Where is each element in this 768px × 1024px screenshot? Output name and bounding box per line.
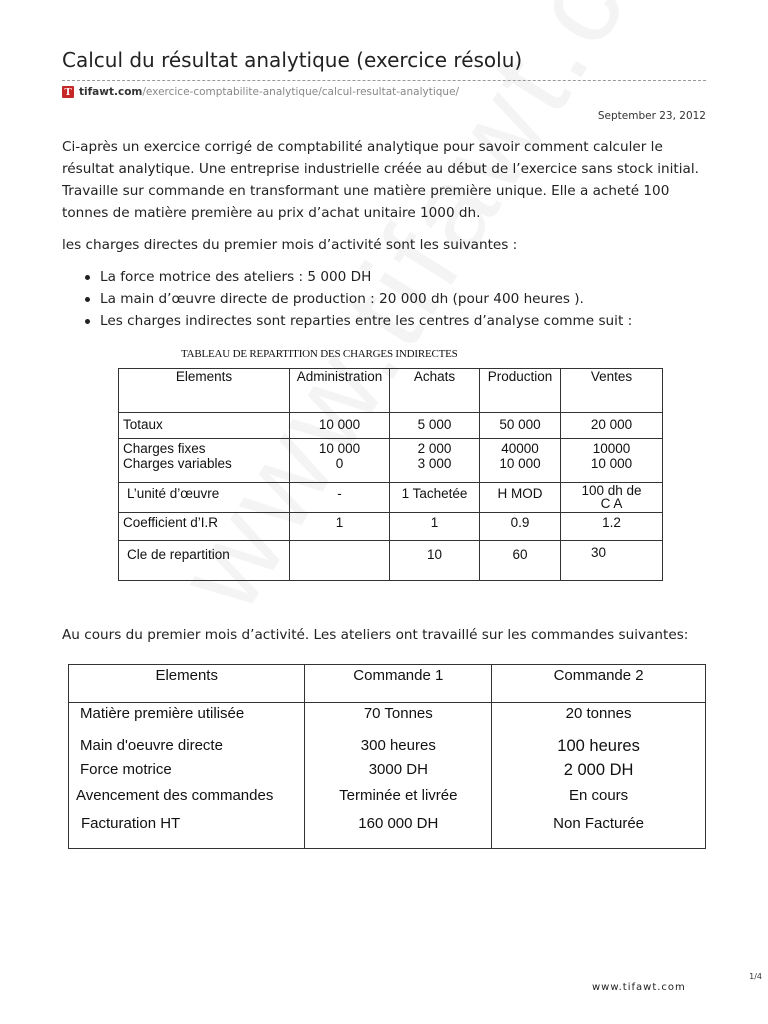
page-number: 1/4 (749, 972, 762, 981)
commande-2-column (492, 703, 706, 849)
cell-line: 10 000 (590, 456, 633, 471)
table-cell: 20 000 (561, 413, 663, 439)
table-cell: 1.2 (561, 513, 663, 541)
table-cell: 1 (390, 513, 480, 541)
cell-line: C A (600, 496, 623, 511)
table-cell (290, 439, 390, 483)
table-header-cell: Elements (119, 369, 290, 413)
table-cell: 0.9 (480, 513, 561, 541)
cell-line: 10 000 (318, 441, 361, 456)
table-header-cell: Achats (390, 369, 480, 413)
table-row (119, 439, 663, 483)
elements-column (69, 703, 305, 849)
intro-paragraph: Ci-après un exercice corrigé de comptabilité analytique pour savoir comment calculer le résultat analytique. Une entreprise industrielle créée au début de l’exercice sans stock initial. Travaille sur commande en transformant une matière première unique. Elle a acheté 100 tonnes de matière première au prix d’achat unitaire 1000 dh. (62, 139, 699, 221)
table-cell: Facturation HT (81, 815, 181, 832)
table-cell: 50 000 (480, 413, 561, 439)
cell-line: 0 (335, 456, 344, 471)
table-cell: H MOD (480, 483, 561, 513)
cell-line: Charges fixes (123, 441, 206, 456)
list-item: La main d’œuvre directe de production : 20 000 dh (pour 400 heures ). (62, 288, 632, 310)
indirect-charges-table (118, 368, 663, 581)
table-cell: Coefficient d’I.R (119, 513, 290, 541)
table-cell: 70 Tonnes (363, 705, 433, 722)
table1-caption: TABLEAU DE REPARTITION DES CHARGES INDIRECTES (181, 348, 458, 360)
table-cell: 5 000 (390, 413, 480, 439)
cell-line: 100 dh de (581, 483, 642, 498)
source-line (62, 86, 459, 98)
charges-intro-paragraph: les charges directes du premier mois d’activité sont les suivantes : (62, 237, 518, 253)
table-cell: Cle de repartition (119, 541, 290, 581)
footer-url: www.tifawt.com (592, 982, 686, 993)
table-row (119, 541, 663, 581)
table-cell: Main d'oeuvre directe (80, 737, 223, 754)
table-cell: 1 Tachetée (390, 483, 480, 513)
table-cell: En cours (568, 787, 629, 804)
table-cell: 10 000 (290, 413, 390, 439)
table-header-cell: Production (480, 369, 561, 413)
cell-line: 3 000 (417, 456, 452, 471)
page-title: Calcul du résultat analytique (exercice résolu) (62, 48, 523, 72)
table-header-cell: Commande 1 (305, 665, 492, 703)
table-cell (290, 541, 390, 581)
source-path-link[interactable]: /exercice-comptabilite-analytique/calcul-resultat-analytique/ (142, 86, 460, 98)
cell-line: Charges variables (123, 456, 232, 471)
table-header-row (69, 665, 706, 703)
table-cell: 300 heures (360, 737, 436, 754)
source-domain-link[interactable]: tifawt.com (79, 86, 143, 98)
cell-line: 2 000 (417, 441, 452, 456)
table-cell: 2 000 DH (563, 761, 634, 779)
table-cell: 60 (480, 541, 561, 581)
table-cell (390, 439, 480, 483)
table-cell: 160 000 DH (358, 815, 439, 832)
commande-1-column (305, 703, 492, 849)
list-item: Les charges indirectes sont reparties entre les centres d’analyse comme suit : (62, 310, 632, 332)
orders-table (68, 664, 706, 849)
table-cell: Matière première utilisée (80, 705, 245, 722)
table-row (69, 703, 706, 849)
table-cell: 1 (290, 513, 390, 541)
list-item: La force motrice des ateliers : 5 000 DH (62, 266, 632, 288)
cell-line: 40000 (501, 441, 539, 456)
table-cell: 30 (561, 541, 663, 581)
table-cell: 10 (390, 541, 480, 581)
table-cell (480, 439, 561, 483)
table-cell: 3000 DH (368, 761, 428, 778)
table-cell: 20 tonnes (565, 705, 632, 722)
table-cell: Totaux (119, 413, 290, 439)
table-cell: Force motrice (80, 761, 172, 778)
table-header-cell: Elements (69, 665, 305, 703)
title-divider (62, 80, 706, 81)
table-header-cell: Administration (290, 369, 390, 413)
table-cell: - (290, 483, 390, 513)
table-row (119, 513, 663, 541)
table-cell (119, 439, 290, 483)
table-cell: Non Facturée (553, 815, 645, 832)
table-cell (561, 483, 663, 513)
table-cell (561, 439, 663, 483)
orders-intro-paragraph: Au cours du premier mois d’activité. Les ateliers ont travaillé sur les commandes suivantes: (62, 627, 689, 643)
table-header-row (119, 369, 663, 413)
tifawt-logo-icon: T (62, 86, 74, 98)
table-row (119, 483, 663, 513)
charges-list (62, 266, 632, 332)
table-row (119, 413, 663, 439)
table-cell: Avencement des commandes (76, 787, 274, 804)
table-cell: L’unité d’œuvre (119, 483, 290, 513)
cell-line: 10000 (592, 441, 631, 456)
table-cell: Terminée et livrée (339, 787, 458, 804)
table-cell: 100 heures (557, 737, 640, 755)
post-date: September 23, 2012 (597, 110, 706, 122)
table-header-cell: Ventes (561, 369, 663, 413)
table-header-cell: Commande 2 (492, 665, 706, 703)
cell-line: 10 000 (499, 456, 541, 471)
